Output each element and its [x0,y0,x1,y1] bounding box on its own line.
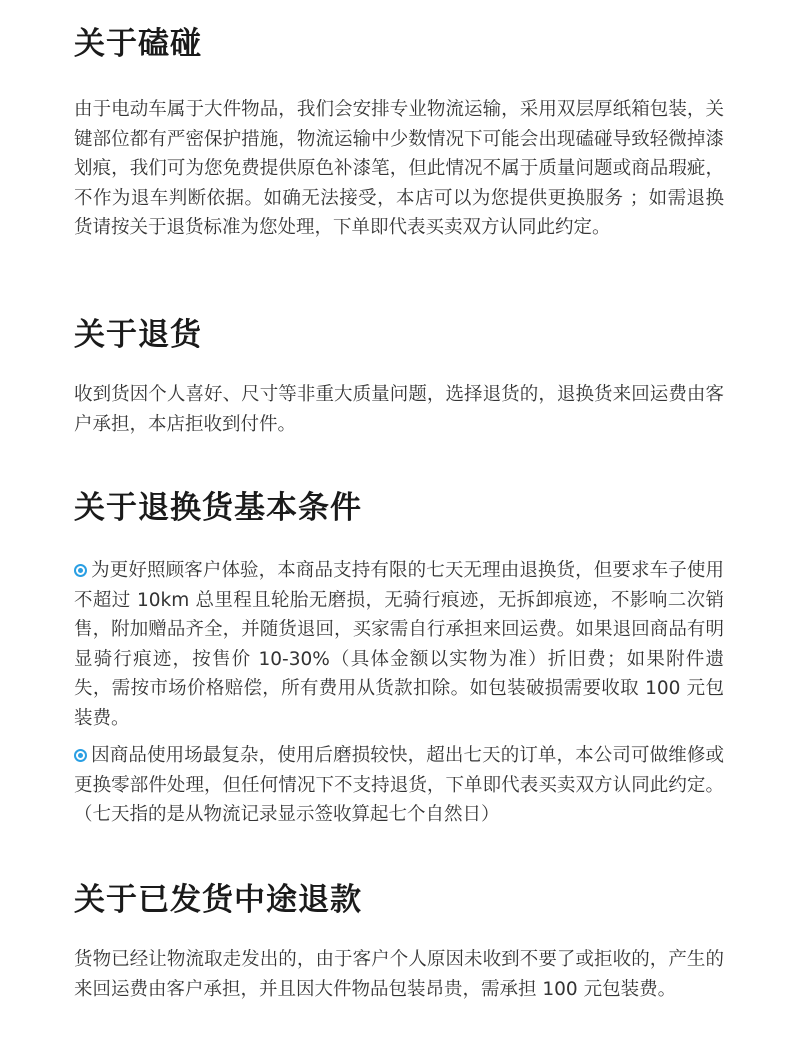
list-item-text: 因商品使用场最复杂，使用后磨损较快，超出七天的订单，本公司可做维修或更换零部件处理，但任何情况下不支持退货，下单即代表买卖双方认同此约定。（七天指的是从物流记录显示签收算起七个自然日） [74,745,724,825]
section-text: 货物已经让物流取走发出的，由于客户个人原因未收到不要了或拒收的，产生的来回运费由客户承担，并且因大件物品包装昂贵，需承担 100 元包装费。 [74,949,724,1000]
section-title: 关于已发货中途退款 [74,882,362,918]
section-refund-after-shipping [74,880,724,1004]
section-title: 关于磕碰 [74,26,202,62]
list-item [74,556,724,733]
list-item-text: 为更好照顾客户体验，本商品支持有限的七天无理由退换货，但要求车子使用不超过 10km 总里程且轮胎无磨损，无骑行痕迹，无拆卸痕迹，不影响二次销售，附加赠品齐全，并随货退回，买家需自行承担来回运费。如果退回商品有明显骑行痕迹，按售价 10-30%（具体金额以实物为准）折旧费；如果附件遗失，需按市场价格赔偿，所有费用从货款扣除。如包装破损需要收取 100 元包装费。 [74,560,724,729]
section-title: 关于退货 [74,317,202,353]
section-text: 由于电动车属于大件物品，我们会安排专业物流运输，采用双层厚纸箱包装，关键部位都有严密保护措施，物流运输中少数情况下可能会出现磕碰导致轻微掉漆划痕，我们可为您免费提供原色补漆笔，但此情况不属于质量问题或商品瑕疵，不作为退车判断依据。如确无法接受，本店可以为您提供更换服务 ；如需退换货请按关于退货标准为您处理，下单即代表买卖双方认同此约定。 [74,99,724,238]
section-returns [74,315,724,439]
section-text: 收到货因个人喜好、尺寸等非重大质量问题，选择退货的，退换货来回运费由客户承担，本店拒收到付件。 [74,384,724,435]
bullet-circle-icon [74,564,87,577]
list-item [74,741,724,830]
section-return-conditions [74,488,724,830]
section-title: 关于退换货基本条件 [74,490,362,526]
bullet-circle-icon [74,749,87,762]
section-bump [74,24,724,243]
